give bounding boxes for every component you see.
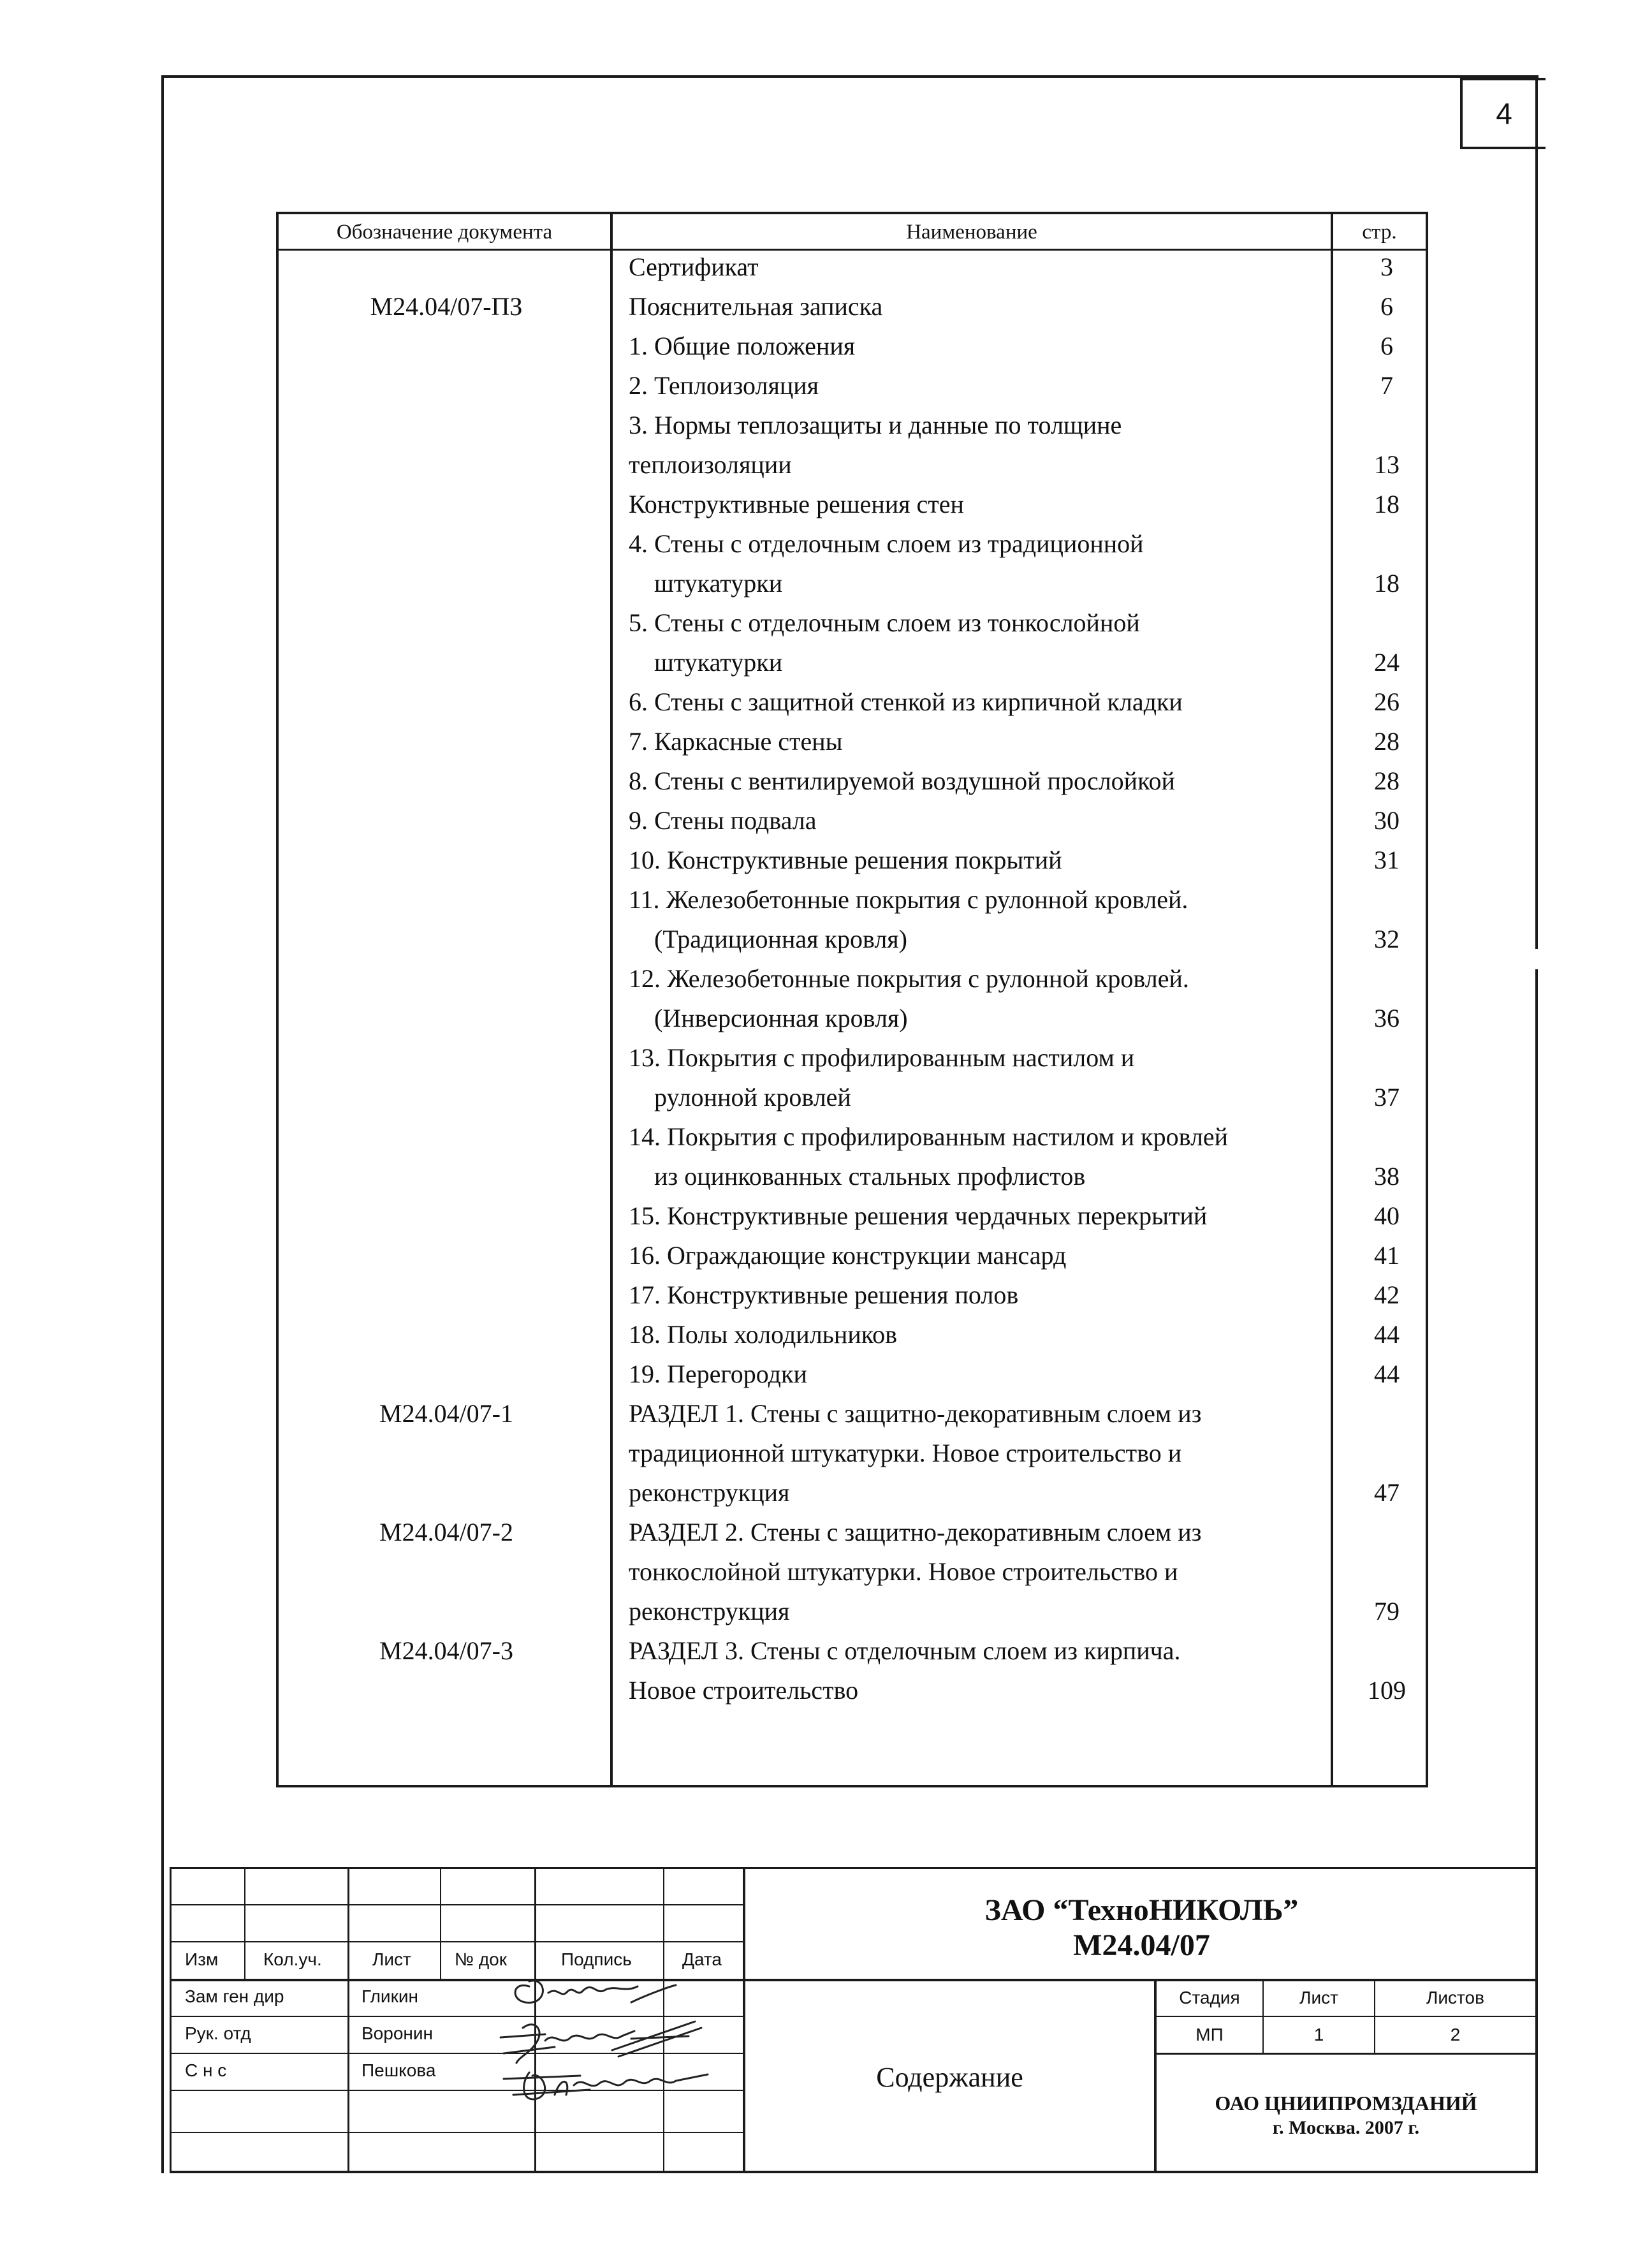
- row-page: 31: [1374, 846, 1400, 874]
- row-page: 6: [1380, 292, 1393, 321]
- row-title-line: РАЗДЕЛ 3. Стены с отделочным слоем из кирпича.: [629, 1636, 1181, 1665]
- row-title-line: РАЗДЕЛ 2. Стены с защитно-декоративным слоем из: [629, 1518, 1202, 1546]
- frame-bottom-border: [170, 2171, 1538, 2173]
- tb-col-label-list: Лист: [372, 1949, 411, 1969]
- tb-company: ЗАО “ТехноНИКОЛЬ”: [984, 1893, 1299, 1927]
- tb-stage-value: МП: [1195, 2025, 1224, 2044]
- row-page: 38: [1374, 1162, 1400, 1191]
- row-page: 44: [1374, 1360, 1400, 1388]
- row-title-line: из оцинкованных стальных профлистов: [654, 1162, 1086, 1191]
- frame-right-border-lower: [1535, 969, 1538, 2173]
- row-page: 6: [1380, 332, 1393, 360]
- tb-name-3: Пешкова: [362, 2060, 436, 2080]
- row-title-line: 8. Стены с вентилируемой воздушной прослойкой: [629, 767, 1175, 795]
- row-page: 44: [1374, 1320, 1400, 1349]
- tb-stage-row-1: [1154, 2016, 1537, 2017]
- tb-stage-row-2: [1154, 2053, 1537, 2055]
- row-title-line: 11. Железобетонные покрытия с рулонной кровлей.: [629, 885, 1188, 914]
- row-page: 18: [1374, 490, 1400, 518]
- row-title-line: (Традиционная кровля): [654, 925, 907, 953]
- row-title-line: 2. Теплоизоляция: [629, 371, 819, 400]
- row-page: 13: [1374, 450, 1400, 479]
- row-title-line: (Инверсионная кровля): [654, 1004, 908, 1032]
- row-page: 26: [1374, 687, 1400, 716]
- row-page: 30: [1374, 806, 1400, 835]
- tb-name-1: Гликин: [362, 1986, 418, 2006]
- tb-col-label-data: Дата: [682, 1949, 722, 1969]
- tb-col-label-izm: Изм: [185, 1949, 219, 1969]
- row-title-line: РАЗДЕЛ 1. Стены с защитно-декоративным слоем из: [629, 1399, 1202, 1428]
- row-code: М24.04/07-ПЗ: [370, 292, 523, 321]
- tb-role-3: С н с: [185, 2060, 227, 2080]
- row-title-line: 19. Перегородки: [629, 1360, 807, 1388]
- row-page: 37: [1374, 1083, 1400, 1111]
- tb-col-list: [440, 1867, 441, 1981]
- row-title-line: 1. Общие положения: [629, 332, 856, 360]
- row-title-line: 9. Стены подвала: [629, 806, 817, 835]
- tb-role-1: Зам ген дир: [185, 1986, 284, 2006]
- header-page: стр.: [1362, 220, 1397, 244]
- row-title-line: 3. Нормы теплозащиты и данные по толщине: [629, 411, 1122, 439]
- tb-row-line-3: [170, 1979, 1538, 1981]
- tb-row-line-2: [170, 1941, 743, 1942]
- tb-role-2: Рук. отд: [185, 2023, 251, 2043]
- tb-sheets-value: 2: [1450, 2025, 1461, 2044]
- signatures: [485, 1967, 752, 2114]
- row-page: 109: [1368, 1676, 1406, 1705]
- row-title-line: Сертификат: [629, 253, 759, 281]
- tb-row-line-1: [170, 1904, 743, 1905]
- frame-right-border-top: [1535, 75, 1538, 949]
- row-title-line: Конструктивные решения стен: [629, 490, 964, 518]
- row-code: М24.04/07-1: [379, 1399, 513, 1428]
- row-code: М24.04/07-3: [379, 1636, 513, 1665]
- row-title-line: традиционной штукатурки. Новое строительство и: [629, 1439, 1182, 1467]
- row-title-line: 17. Конструктивные решения полов: [629, 1280, 1019, 1309]
- tb-top-line: [170, 1867, 1538, 1869]
- tb-col-label-kol-uch: Кол.уч.: [263, 1949, 322, 1969]
- frame-left-border: [161, 75, 164, 2173]
- row-title-line: 14. Покрытия с профилированным настилом и кровлей: [629, 1122, 1229, 1151]
- tb-col-label-n-dok: № док: [455, 1949, 507, 1969]
- row-page: 18: [1374, 569, 1400, 598]
- row-title-line: реконструкция: [629, 1597, 790, 1625]
- row-title-line: 6. Стены с защитной стенкой из кирпичной кладки: [629, 687, 1183, 716]
- row-page: 79: [1374, 1597, 1400, 1625]
- row-page: 41: [1374, 1241, 1400, 1270]
- row-title-line: 5. Стены с отделочным слоем из тонкослойной: [629, 608, 1140, 637]
- header-name: Наименование: [906, 220, 1037, 244]
- tb-stage-header: Стадия: [1179, 1988, 1240, 2007]
- tb-row-line-7: [170, 2132, 743, 2133]
- row-code: М24.04/07-2: [379, 1518, 513, 1546]
- row-page: 7: [1380, 371, 1393, 400]
- row-title-line: Пояснительная записка: [629, 292, 883, 321]
- row-title-line: штукатурки: [654, 569, 783, 598]
- row-title-line: рулонной кровлей: [654, 1083, 851, 1111]
- row-title-line: Новое строительство: [629, 1676, 859, 1705]
- tb-sheets-header: Листов: [1426, 1988, 1484, 2007]
- row-title-line: 4. Стены с отделочным слоем из традиционной: [629, 529, 1144, 558]
- row-title-line: тонкослойной штукатурки. Новое строительство и: [629, 1557, 1178, 1586]
- tb-left-line: [170, 1867, 172, 2173]
- tb-doc-code: М24.04/07: [1073, 1928, 1210, 1962]
- row-title-line: 7. Каркасные стены: [629, 727, 843, 756]
- row-page: 36: [1374, 1004, 1400, 1032]
- row-page: 28: [1374, 767, 1400, 795]
- tb-col-kol: [347, 1867, 349, 2173]
- row-page: 28: [1374, 727, 1400, 756]
- row-title-line: 16. Ограждающие конструкции мансард: [629, 1241, 1067, 1270]
- row-page: 32: [1374, 925, 1400, 953]
- tb-col-izm: [244, 1867, 245, 1981]
- row-page: 47: [1374, 1478, 1400, 1507]
- row-title-line: 18. Полы холодильников: [629, 1320, 898, 1349]
- row-title-line: 12. Железобетонные покрытия с рулонной кровлей.: [629, 964, 1189, 993]
- tb-city-year: г. Москва. 2007 г.: [1272, 2117, 1420, 2138]
- row-title-line: реконструкция: [629, 1478, 790, 1507]
- tb-name-2: Воронин: [362, 2023, 433, 2043]
- header-code: Обозначение документа: [336, 220, 553, 244]
- frame-top-border: [161, 75, 1539, 78]
- page-number: 4: [1460, 78, 1546, 149]
- row-title-line: теплоизоляции: [629, 450, 792, 479]
- tb-sheet-value: 1: [1313, 2025, 1324, 2044]
- tb-sheet-title: Содержание: [876, 2062, 1023, 2093]
- row-title-line: 15. Конструктивные решения чердачных перекрытий: [629, 1201, 1208, 1230]
- row-page: 3: [1380, 253, 1393, 281]
- row-title-line: 10. Конструктивные решения покрытий: [629, 846, 1062, 874]
- row-title-line: штукатурки: [654, 648, 783, 677]
- tb-col-label-podpis: Подпись: [561, 1949, 632, 1969]
- row-page: 24: [1374, 648, 1400, 677]
- row-page: 40: [1374, 1201, 1400, 1230]
- row-title-line: 13. Покрытия с профилированным настилом и: [629, 1043, 1135, 1072]
- row-page: 42: [1374, 1280, 1400, 1309]
- tb-sheet-header: Лист: [1299, 1988, 1338, 2007]
- tb-organization: ОАО ЦНИИПРОМЗДАНИЙ: [1215, 2092, 1477, 2115]
